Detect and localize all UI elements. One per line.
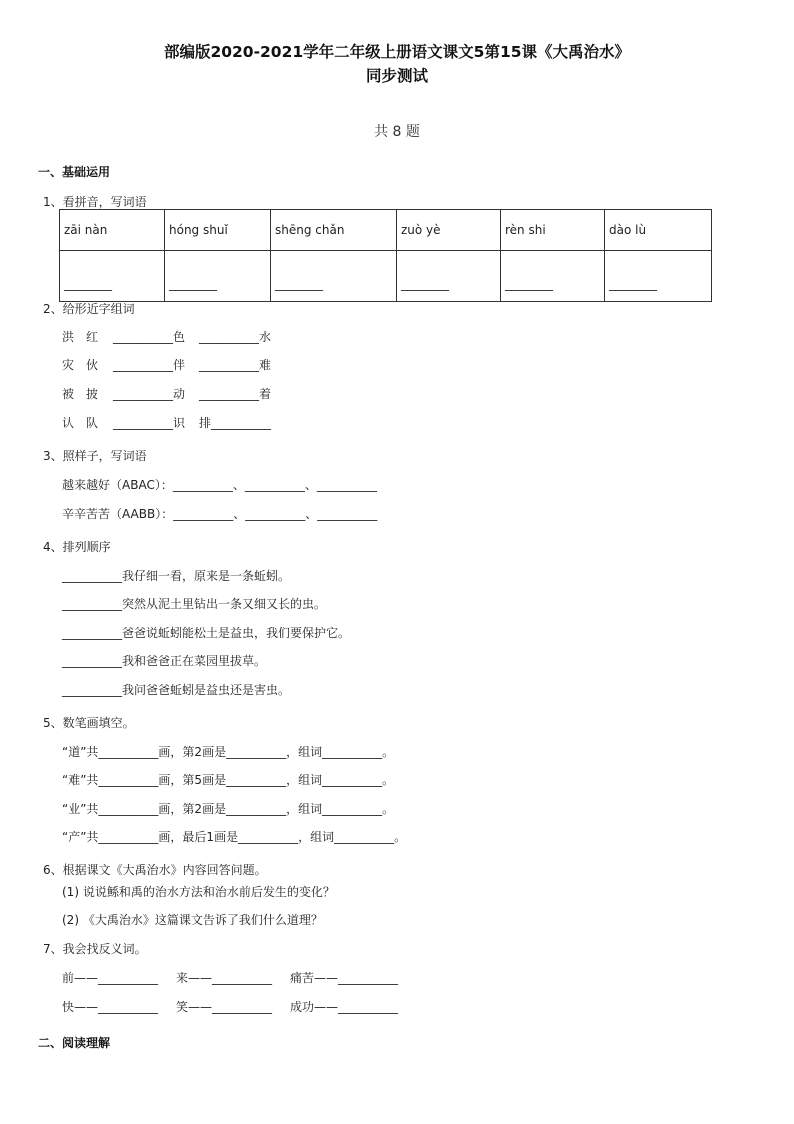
q4-sentence[interactable]: __________突然从泥土里钻出一条又细又长的虫。: [62, 597, 327, 611]
q4-sentence[interactable]: __________我仔细一看，原来是一条蚯蚓。: [62, 569, 291, 583]
q2-blank-a[interactable]: __________伴: [113, 358, 186, 372]
q2-char: 队: [86, 416, 99, 430]
pinyin-cell: rèn shi: [501, 210, 605, 251]
q5-line[interactable]: “道”共__________画，第2画是__________，组词__________。: [62, 745, 395, 759]
answer-blank-cell[interactable]: ________: [165, 251, 271, 302]
section-reading-heading: 二、阅读理解: [38, 1036, 111, 1050]
q2-blank-b[interactable]: __________难: [199, 358, 272, 372]
q2-blank-a[interactable]: __________识: [113, 416, 186, 430]
q7-antonym-blank[interactable]: 快——__________: [62, 1000, 159, 1014]
q6-sub-question: (2) 《大禹治水》这篇课文告诉了我们什么道理？: [62, 913, 323, 927]
section-basic-heading: 一、基础运用: [38, 165, 111, 179]
q5-line[interactable]: “难”共__________画，第5画是__________，组词__________。: [62, 773, 395, 787]
pinyin-table: [59, 209, 712, 302]
doc-title-line1: 部编版2020-2021学年二年级上册语文课文5第15课《大禹治水》: [163, 43, 631, 61]
q4-sentence[interactable]: __________爸爸说蚯蚓能松土是益虫，我们要保护它。: [62, 626, 351, 640]
answer-blank-cell[interactable]: ________: [60, 251, 165, 302]
answer-blank-cell[interactable]: ________: [271, 251, 397, 302]
q2-char: 洪: [62, 330, 75, 344]
q2-blank-a[interactable]: __________色: [113, 330, 186, 344]
pinyin-cell: zāi nàn: [60, 210, 165, 251]
q6-title: 6、根据课文《大禹治水》内容回答问题。: [43, 863, 267, 877]
q7-antonym-blank[interactable]: 前——__________: [62, 971, 159, 985]
q3-title: 3、照样子，写词语: [43, 449, 147, 463]
q2-char: 披: [86, 387, 99, 401]
q4-sentence[interactable]: __________我和爸爸正在菜园里拔草。: [62, 654, 267, 668]
q3-line-abac[interactable]: 越来越好（ABAC）：__________、__________、__________: [62, 478, 377, 492]
pinyin-cell: hóng shuǐ: [165, 210, 271, 251]
q7-title: 7、我会找反义词。: [43, 942, 147, 956]
q2-blank-b[interactable]: 排__________: [199, 416, 272, 430]
question-count: 共 8 题: [374, 124, 420, 140]
q1-title: 1、看拼音，写词语: [43, 195, 147, 209]
pinyin-cell: shēng chǎn: [271, 210, 397, 251]
pinyin-cell: zuò yè: [397, 210, 501, 251]
answer-blank-cell[interactable]: ________: [605, 251, 712, 302]
q4-sentence[interactable]: __________我问爸爸蚯蚓是益虫还是害虫。: [62, 683, 291, 697]
q2-char: 灾: [62, 358, 75, 372]
q3-line-aabb[interactable]: 辛辛苦苦（AABB）：__________、__________、__________: [62, 507, 378, 521]
answer-blank-cell[interactable]: ________: [501, 251, 605, 302]
q2-title: 2、给形近字组词: [43, 302, 135, 316]
q5-line[interactable]: “产”共__________画，最后1画是__________，组词__________。: [62, 830, 407, 844]
q5-title: 5、数笔画填空。: [43, 716, 135, 730]
q2-char: 被: [62, 387, 75, 401]
q7-antonym-blank[interactable]: 笑——__________: [176, 1000, 273, 1014]
q7-antonym-blank[interactable]: 来——__________: [176, 971, 273, 985]
q2-char: 红: [86, 330, 99, 344]
q2-blank-a[interactable]: __________动: [113, 387, 186, 401]
q5-line[interactable]: “业”共__________画，第2画是__________，组词__________。: [62, 802, 395, 816]
q7-antonym-blank[interactable]: 成功——__________: [290, 1000, 399, 1014]
doc-title-line2: 同步测试: [365, 67, 428, 85]
q2-blank-b[interactable]: __________水: [199, 330, 272, 344]
answer-blank-cell[interactable]: ________: [397, 251, 501, 302]
q2-char: 认: [62, 416, 75, 430]
q6-sub-question: (1) 说说鲧和禹的治水方法和治水前后发生的变化？: [62, 885, 335, 899]
q4-title: 4、排列顺序: [43, 540, 111, 554]
q7-antonym-blank[interactable]: 痛苦——__________: [290, 971, 399, 985]
q2-char: 伙: [86, 358, 99, 372]
pinyin-cell: dào lù: [605, 210, 712, 251]
q2-blank-b[interactable]: __________着: [199, 387, 272, 401]
